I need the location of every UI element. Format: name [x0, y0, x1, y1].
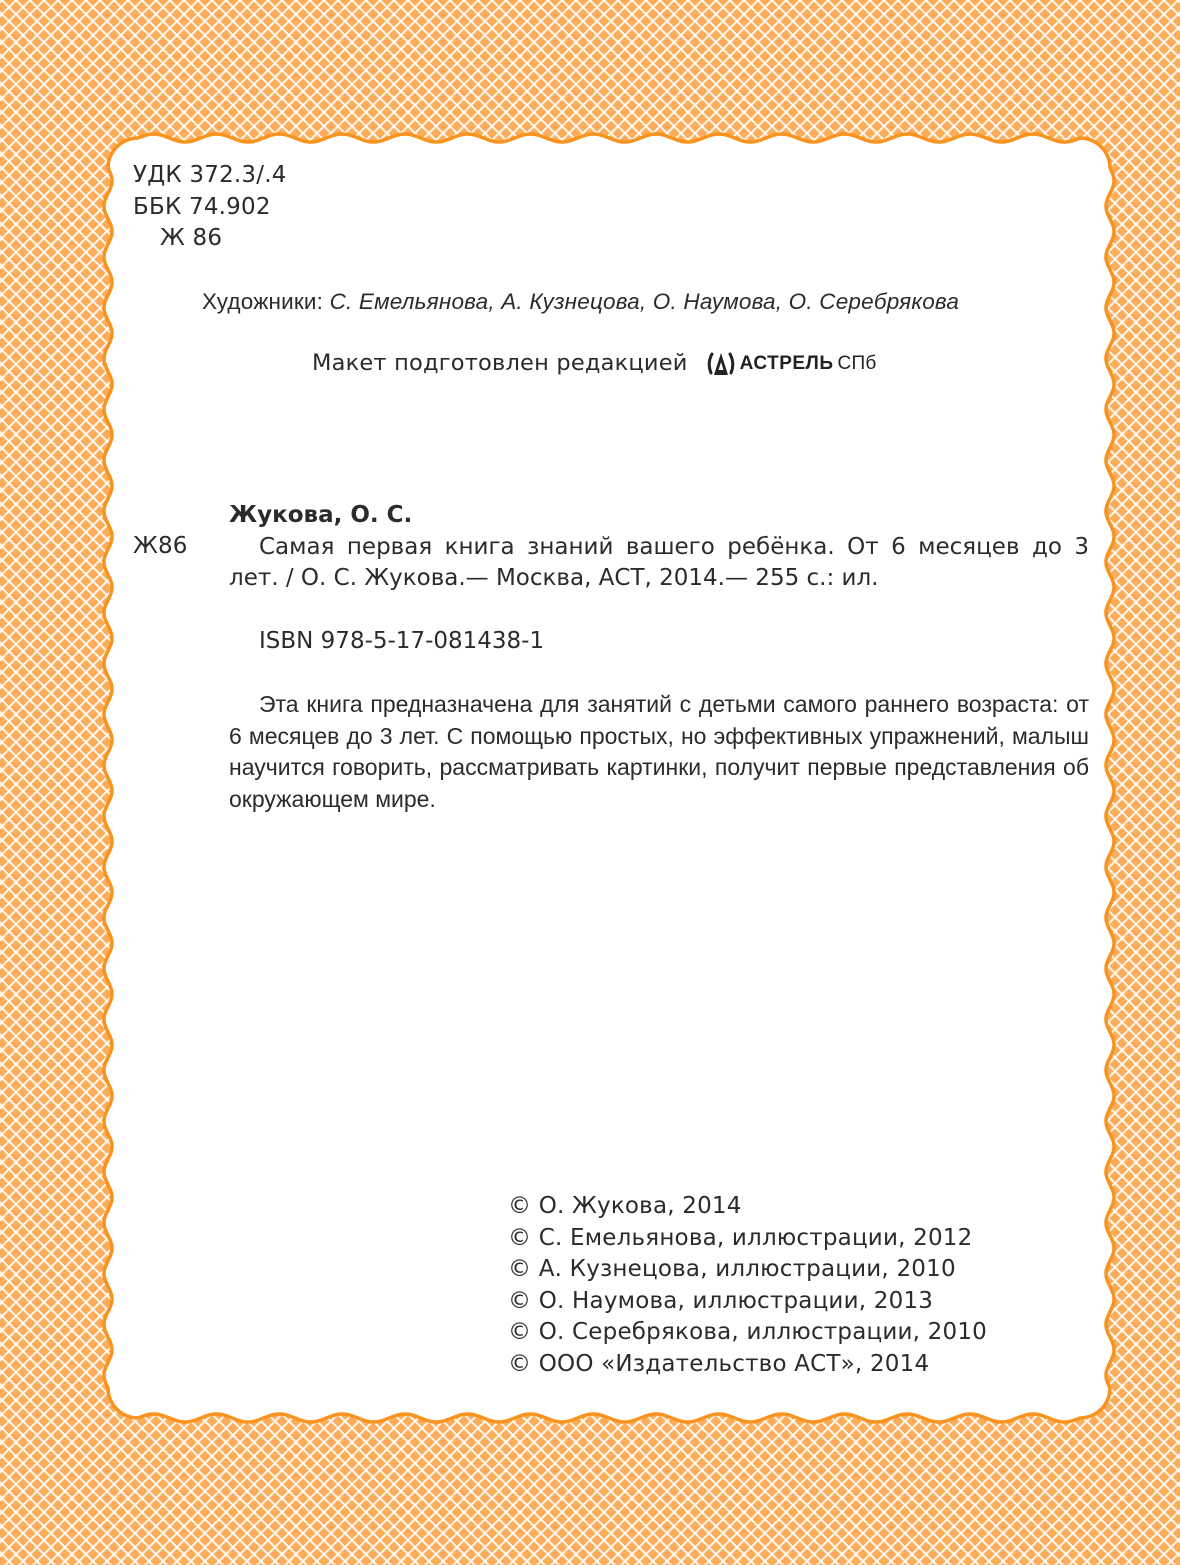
copyright-line: © О. Серебрякова, иллюстрации, 2010 [508, 1319, 988, 1345]
copyright-line: © О. Жукова, 2014 [508, 1193, 742, 1219]
copyright-list [508, 1191, 987, 1380]
entry-annotation: Эта книга предназначена для занятий с детьми самого раннего возраста: от 6 месяцев до 3 лет. С помощью простых, но эффективных упражнений, малыш научится говорить, рассматривать картинки, получит первые представления об окружающем мире. [229, 691, 1089, 812]
publisher-suffix: СПб [837, 353, 877, 374]
prepared-by-line [312, 348, 876, 380]
entry-author: Жукова, О. С. [229, 502, 413, 528]
entry-isbn: ISBN 978-5-17-081438-1 [259, 628, 545, 654]
author-mark: Ж 86 [160, 225, 223, 251]
entry-title: Самая первая книга знаний вашего ребёнка. От 6 месяцев до 3 лет. / О. С. Жукова.— Москва, АСТ, 2014.— 255 с.: ил. [229, 533, 1089, 591]
prepared-by-text: Макет подготовлен редакцией [312, 350, 688, 376]
publisher-name: АСТРЕЛЬ [739, 353, 834, 374]
artists-label: Художники: [202, 289, 324, 314]
artists-names: С. Емельянова, А. Кузнецова, О. Наумова, О. Серебрякова [329, 289, 960, 314]
copyright-line: © О. Наумова, иллюстрации, 2013 [508, 1287, 934, 1314]
astrel-logo-icon [706, 351, 736, 377]
catalog-code: Ж86 [133, 533, 188, 559]
bibliographic-codes [133, 160, 287, 255]
catalog-entry [229, 500, 1089, 815]
bbk-code: ББК 74.902 [133, 193, 271, 220]
artists-line [202, 286, 959, 318]
publisher-logo [706, 348, 877, 380]
copyright-line: © ООО «Издательство АСТ», 2014 [508, 1350, 930, 1377]
copyright-line: © С. Емельянова, иллюстрации, 2012 [508, 1224, 973, 1251]
copyright-line: © А. Кузнецова, иллюстрации, 2010 [508, 1256, 956, 1282]
udk-code: УДК 372.3/.4 [133, 162, 287, 188]
